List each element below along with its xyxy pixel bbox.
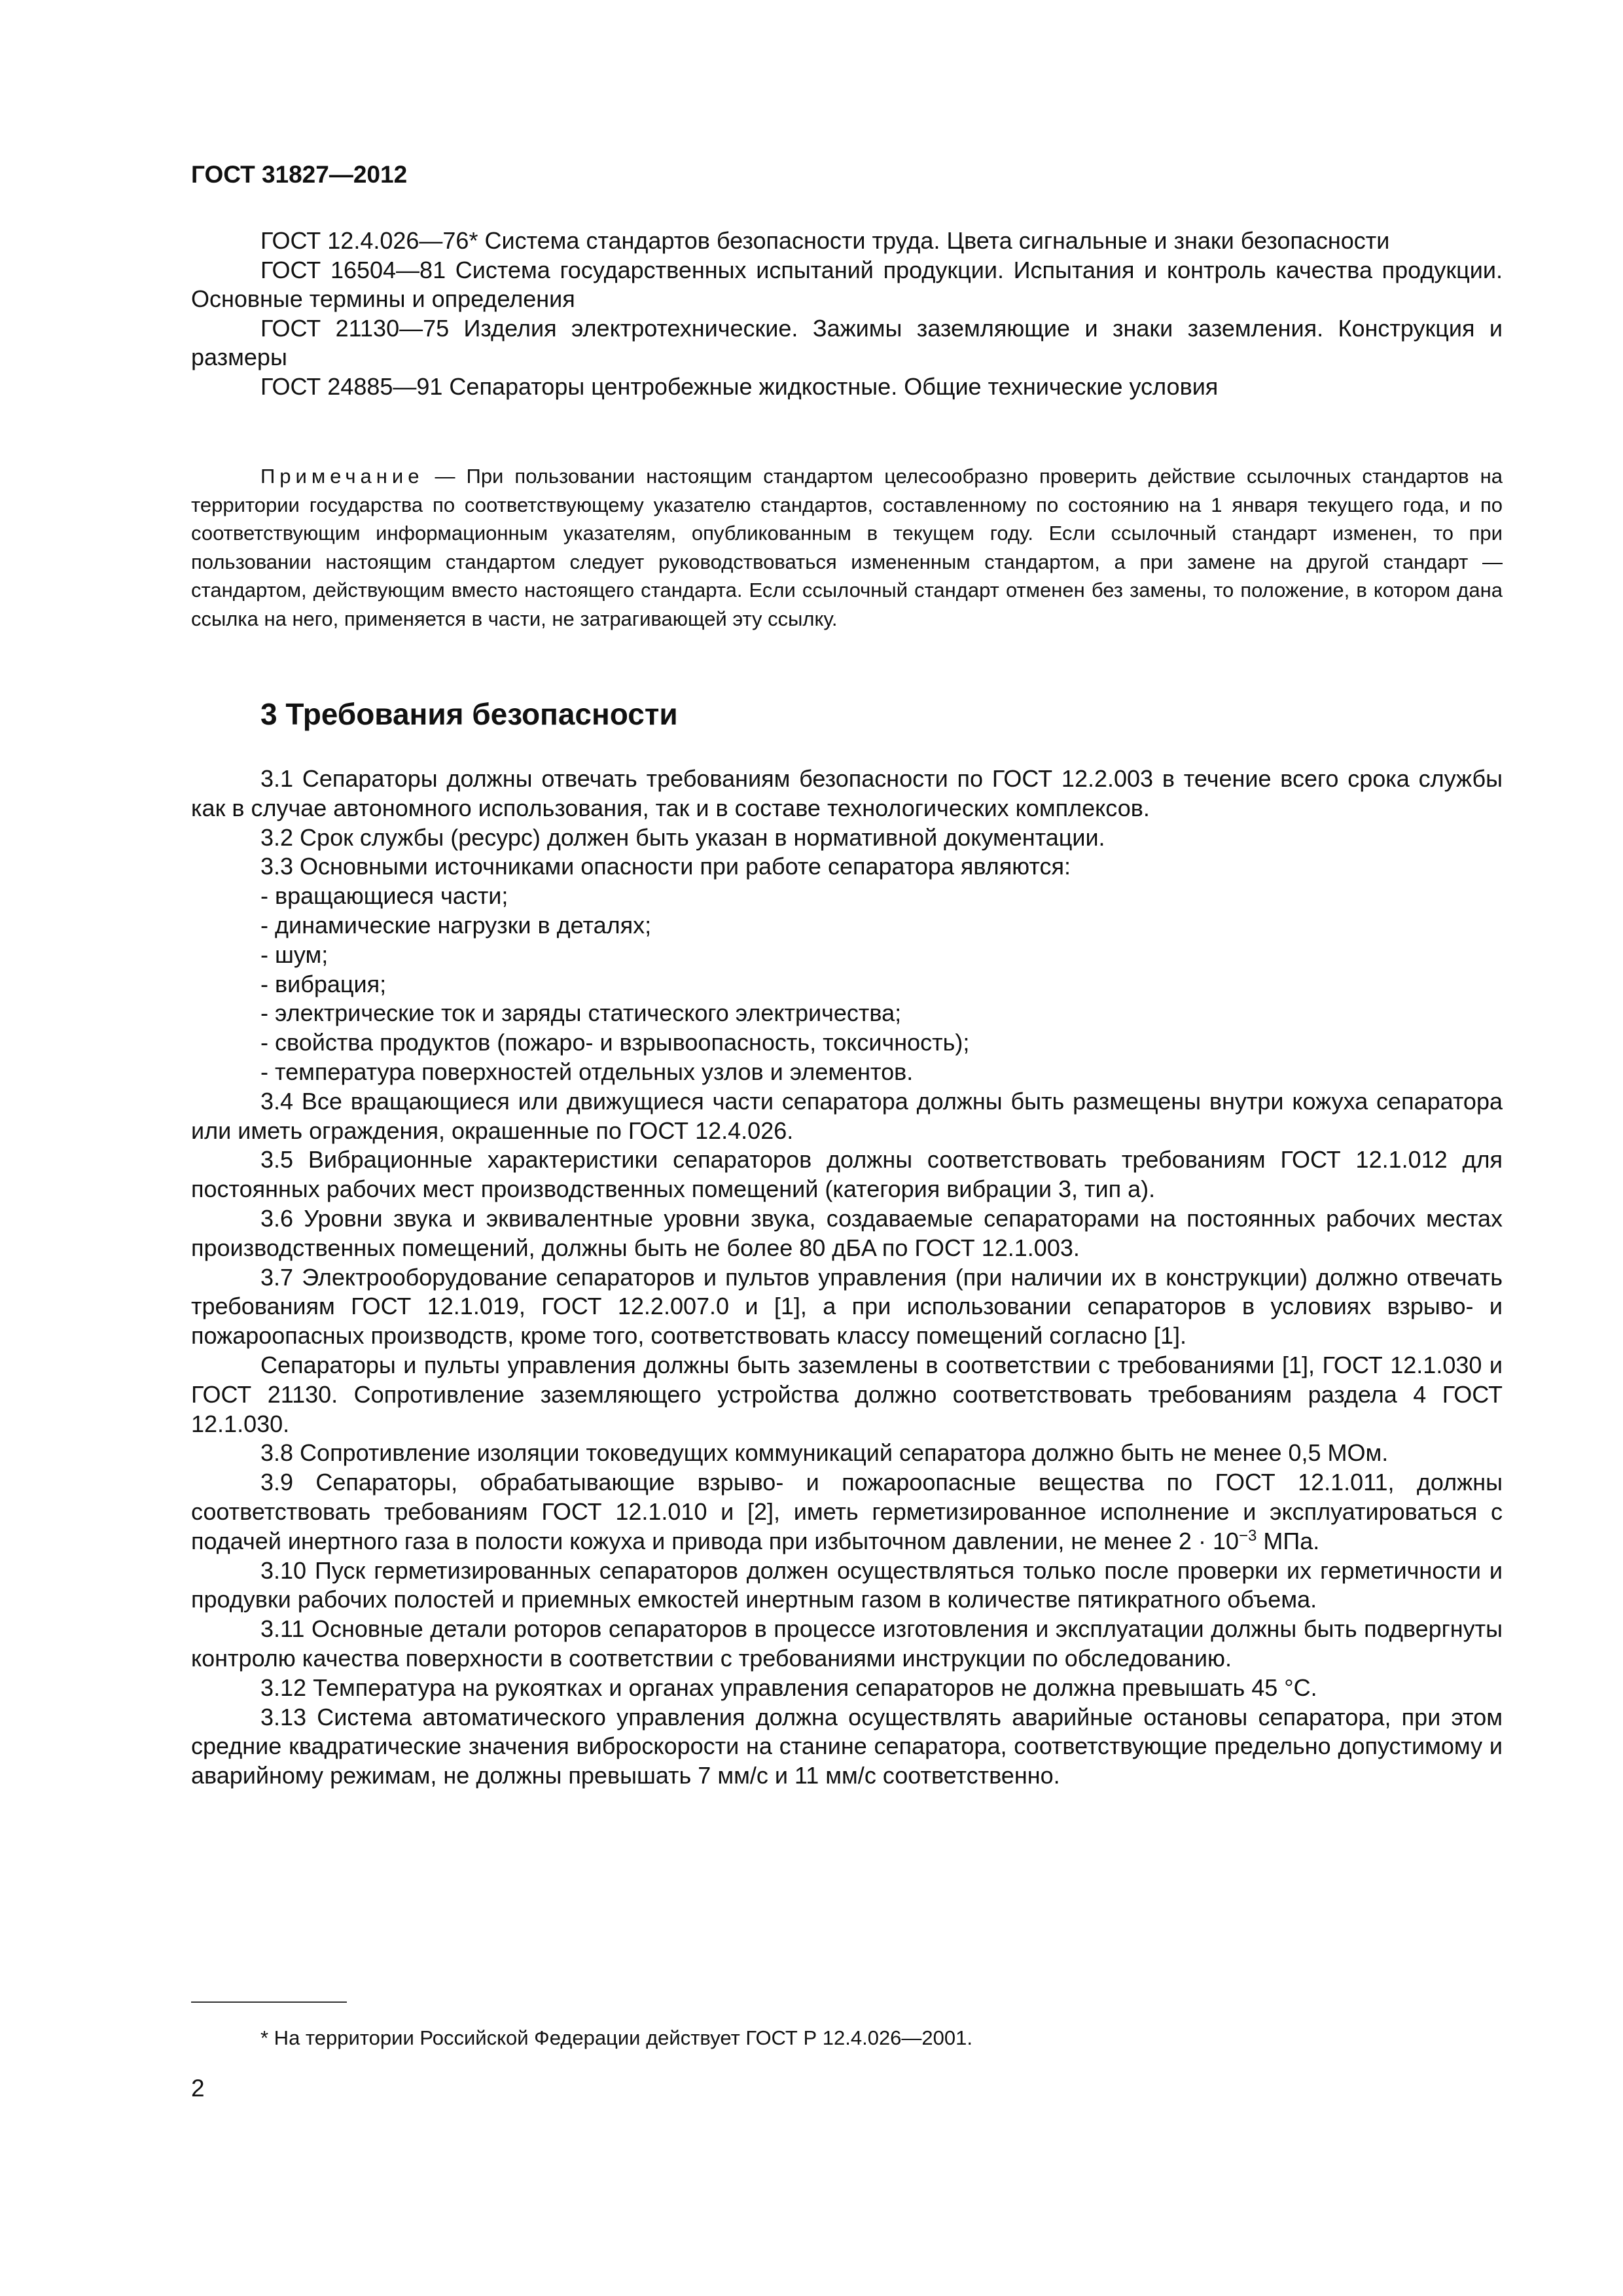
list-item: - динамические нагрузки в деталях; [260, 911, 652, 939]
paragraph: 3.13 Система автоматического управления должна осуществлять аварийные остановы сепаратора, при этом средние квадратические значения виброскорости на станине сепаратора, соответствующие предельно допустимому и аварийному режимам, не должны превышать 7 мм/с и 11 мм/с соответственно. [191, 1703, 1503, 1789]
paragraph: 3.8 Сопротивление изоляции токоведущих коммуникаций сепаратора должно быть не менее 0,5 МОм. [260, 1439, 1389, 1467]
paragraph: 3.2 Срок службы (ресурс) должен быть указан в нормативной документации. [260, 823, 1105, 851]
reference-item: ГОСТ 12.4.026—76* Система стандартов безопасности труда. Цвета сигнальные и знаки безопасности [260, 227, 1390, 254]
paragraph-3-9-text: 3.9 Сепараторы, обрабатывающие взрыво- и пожароопасные вещества по ГОСТ 12.1.011, должны соответствовать требованиям ГОСТ 12.1.010 и [2], иметь герметизированное исполнение и эксплуатироваться с подачей инертного газа в полости кожуха и привода при избыточном давлении, не менее 2 · 10 [191, 1469, 1503, 1554]
paragraph: 3.3 Основными источниками опасности при работе сепаратора являются: [260, 853, 1071, 880]
paragraph: 3.4 Все вращающиеся или движущиеся части сепаратора должны быть размещены внутри кожуха сепаратора или иметь ограждения, окрашенные по ГОСТ 12.4.026. [191, 1087, 1503, 1144]
list-item: - вращающиеся части; [260, 882, 508, 910]
section-body [191, 764, 1503, 1791]
paragraph: 3.10 Пуск герметизированных сепараторов должен осуществляться только после проверки их герметичности и продувки рабочих полостей и приемных емкостей инертным газом в количестве пятикратного объема. [191, 1556, 1503, 1613]
list-item: - температура поверхностей отдельных узлов и элементов. [260, 1058, 914, 1085]
paragraph-3-9 [191, 1468, 1503, 1556]
reference-item: ГОСТ 21130—75 Изделия электротехнические. Зажимы заземляющие и знаки заземления. Конструкция и размеры [191, 314, 1503, 370]
list-item: - шум; [260, 941, 329, 968]
exponent: −3 [1238, 1526, 1257, 1545]
note-text: — При пользовании настоящим стандартом целесообразно проверить действие ссылочных стандартов на территории государства по соответствующему указателю стандартов, составленному по состоянию на 1 января текущего года, и по соответствующим информационным указателям, опубликованным в текущем году. Если ссылочный стандарт изменен, то при пользовании настоящим стандартом следует руководствоваться измененным стандартом, а при замене на другой стандарт — стандартом, действующим вместо настоящего стандарта. Если ссылочный стандарт отменен без замены, то положение, в котором дана ссылка на него, применяется в части, не затрагивающей эту ссылку. [191, 465, 1503, 630]
list-item: - вибрация; [260, 970, 387, 997]
standard-header: ГОСТ 31827—2012 [191, 161, 408, 188]
section-title: 3 Требования безопасности [260, 697, 678, 731]
paragraph: 3.11 Основные детали роторов сепараторов в процессе изготовления и эксплуатации должны быть подвергнуты контролю качества поверхности в соответствии с требованиями инструкции по обследованию. [191, 1615, 1503, 1672]
footnote: * На территории Российской Федерации действует ГОСТ Р 12.4.026—2001. [260, 2026, 972, 2049]
normative-references [191, 226, 1503, 401]
page-number: 2 [191, 2075, 205, 2102]
reference-item: ГОСТ 24885—91 Сепараторы центробежные жидкостные. Общие технические условия [260, 372, 1219, 400]
paragraph: 3.12 Температура на рукоятках и органах управления сепараторов не должна превышать 45 °С. [260, 1674, 1317, 1701]
reference-item: ГОСТ 16504—81 Система государственных испытаний продукции. Испытания и контроль качества продукции. Основные термины и определения [191, 256, 1503, 312]
note-label: Примечание [260, 465, 424, 488]
paragraph: 3.6 Уровни звука и эквивалентные уровни звука, создаваемые сепараторами на постоянных рабочих местах производственных помещений, должны быть не более 80 дБA по ГОСТ 12.1.003. [191, 1204, 1503, 1261]
paragraph: 3.7 Электрооборудование сепараторов и пультов управления (при наличии их в конструкции) должно отвечать требованиям ГОСТ 12.1.019, ГОСТ 12.2.007.0 и [1], а при использовании сепараторов в условиях взрыво- и пожароопасных производств, кроме того, соответствовать классу помещений согласно [1]. [191, 1263, 1503, 1350]
paragraph: 3.1 Сепараторы должны отвечать требованиям безопасности по ГОСТ 12.2.003 в течение всего срока службы как в случае автономного использования, так и в составе технологических комплексов. [191, 765, 1503, 821]
paragraph: 3.5 Вибрационные характеристики сепараторов должны соответствовать требованиям ГОСТ 12.1.012 для постоянных рабочих мест производственных помещений (категория вибрации 3, тип а). [191, 1146, 1503, 1203]
paragraph-3-9-tail: МПа. [1257, 1527, 1320, 1554]
note-paragraph [191, 462, 1503, 633]
list-item: - свойства продуктов (пожаро- и взрывоопасность, токсичность); [260, 1029, 970, 1056]
paragraph: Сепараторы и пульты управления должны быть заземлены в соответствии с требованиями [1], ГОСТ 12.1.030 и ГОСТ 21130. Сопротивление заземляющего устройства должно соответствовать требованиям раздела 4 ГОСТ 12.1.030. [191, 1351, 1503, 1437]
footnote-divider [191, 2001, 347, 2003]
list-item: - электрические ток и заряды статического электричества; [260, 999, 902, 1027]
